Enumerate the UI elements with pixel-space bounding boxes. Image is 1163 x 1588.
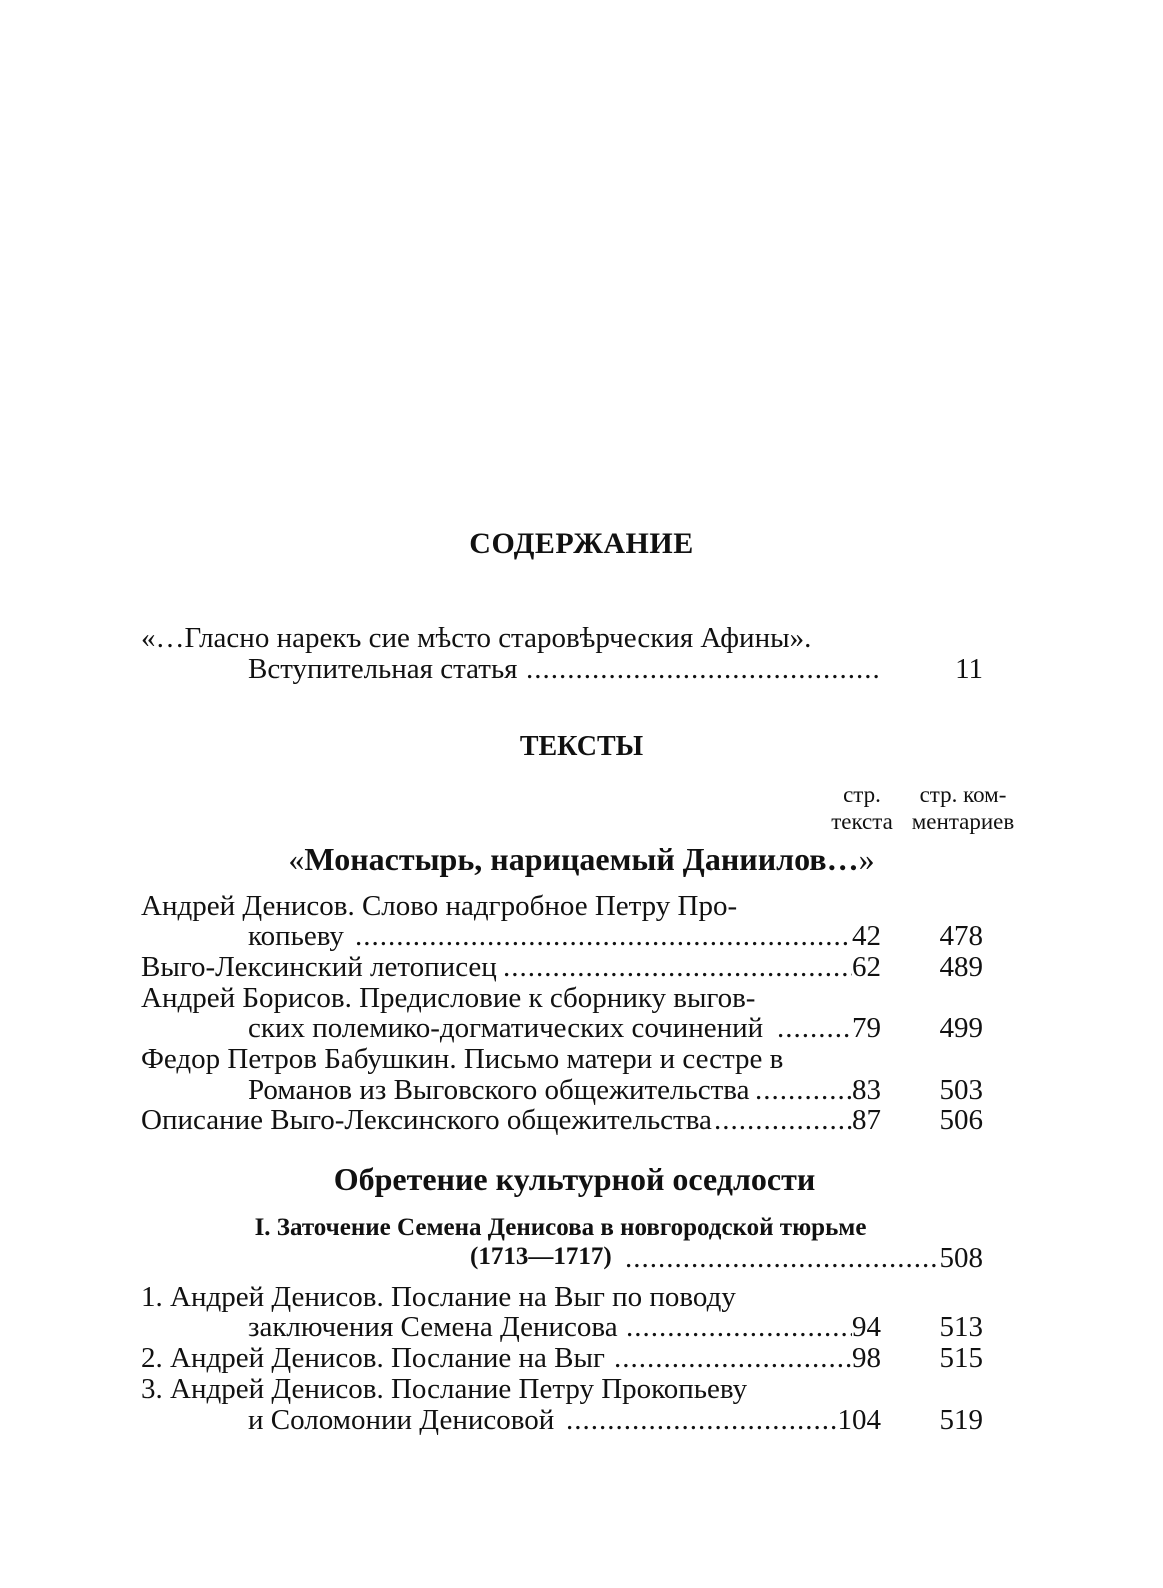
toc-leader [614, 1344, 852, 1373]
toc-comment-page: 489 [939, 951, 983, 983]
toc-comment-page: 499 [939, 1012, 983, 1044]
column-header-text-pages [822, 783, 902, 833]
toc-comment-page: 513 [939, 1311, 983, 1343]
toc-text-page: 98 [852, 1342, 881, 1374]
section-1-title-open-quote: « [288, 841, 305, 877]
column-header-comment-line-2: ментариев [911, 809, 1015, 834]
intro-line-1: «…Гласно нарекъ сие мѣсто старовѣрческия Афины». [141, 622, 812, 654]
subsection-title-line-2: (1713—1717) [470, 1243, 612, 1270]
toc-text-page: 83 [852, 1074, 881, 1106]
column-header-comment-line-1: стр. ком- [919, 782, 1007, 807]
column-header-text-line-1: стр. [843, 782, 881, 807]
toc-text-page: 87 [852, 1104, 881, 1136]
toc-comment-page: 515 [939, 1342, 983, 1374]
toc-comment-page: 503 [939, 1074, 983, 1106]
subsection-leader [625, 1244, 937, 1273]
toc-entry-line: и Соломонии Денисовой [248, 1404, 555, 1436]
subsection-title-line-1: I. Заточение Семена Денисова в новгородской тюрьме [254, 1214, 867, 1241]
toc-entry-line: Федор Петров Бабушкин. Письмо матери и сестре в [141, 1043, 784, 1075]
toc-text-page: 94 [852, 1311, 881, 1343]
toc-leader [755, 1076, 852, 1105]
toc-entry-line: 2. Андрей Денисов. Послание на Выг [141, 1342, 605, 1374]
toc-entry-line: 3. Андрей Денисов. Послание Петру Прокопьеву [141, 1373, 748, 1405]
column-header-text-line-2: текста [831, 809, 893, 834]
toc-leader [566, 1406, 836, 1435]
toc-entry-line: ских полемико-догматических сочинений [248, 1012, 764, 1044]
toc-comment-page: 506 [939, 1104, 983, 1136]
toc-entry-line: заключения Семена Денисова [248, 1311, 618, 1343]
intro-page-number: 11 [955, 653, 983, 685]
toc-leader [626, 1313, 852, 1342]
toc-entry-line: Романов из Выговского общежительства [248, 1074, 750, 1106]
toc-leader [355, 922, 852, 951]
toc-text-page: 62 [852, 951, 881, 983]
toc-entry-line: Андрей Денисов. Слово надгробное Петру Про- [141, 890, 738, 922]
intro-leader [526, 655, 882, 684]
section-1-title-close-quote: » [858, 841, 875, 877]
toc-text-page: 42 [852, 920, 881, 952]
texts-heading: ТЕКСТЫ [519, 731, 644, 762]
toc-entry-line: 1. Андрей Денисов. Послание на Выг по поводу [141, 1281, 736, 1313]
toc-entry-line: Описание Выго-Лексинского общежительства [141, 1104, 712, 1136]
subsection-comment-page: 508 [939, 1242, 983, 1274]
toc-entry-line: копьеву [248, 920, 344, 952]
toc-leader [503, 953, 852, 982]
section-1-title-text: Монастырь, нарицаемый Даниилов… [304, 841, 859, 877]
toc-comment-page: 478 [939, 920, 983, 952]
section-2-title: Обретение культурной оседлости [333, 1161, 816, 1197]
section-1-title [0, 843, 1163, 875]
toc-text-page: 79 [852, 1012, 881, 1044]
intro-line-2: Вступительная статья [248, 653, 518, 685]
column-header-comment-pages [908, 783, 1018, 833]
page-title: СОДЕРЖАНИЕ [469, 527, 694, 560]
toc-leader [777, 1014, 852, 1043]
toc-comment-page: 519 [939, 1404, 983, 1436]
toc-leader [714, 1106, 852, 1135]
toc-entry-line: Выго-Лексинский летописец [141, 951, 497, 983]
toc-text-page: 104 [837, 1404, 881, 1436]
toc-entry-line: Андрей Борисов. Предисловие к сборнику выгов- [141, 982, 756, 1014]
